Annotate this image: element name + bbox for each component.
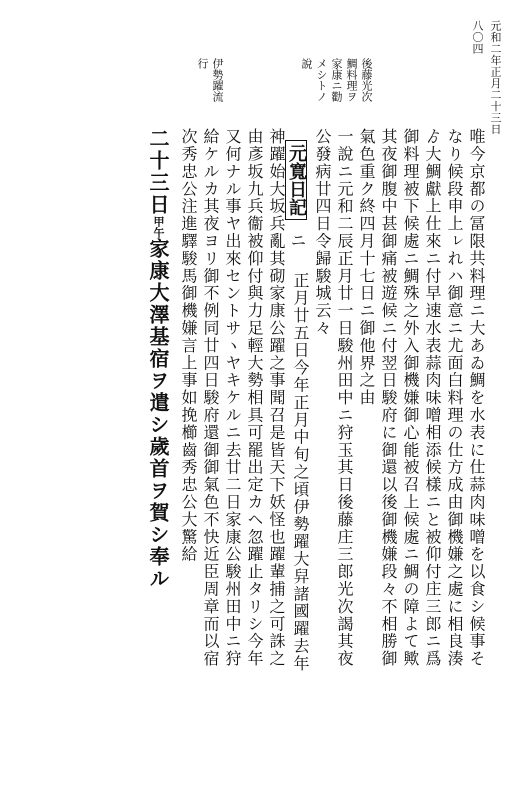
body-line-1: 唯今京都の冨限共料理ニ大あゐ鯛を水表に仕蒜肉味噌を以食シ候事そ [467,128,486,668]
section-line-6: 次秀忠公注進驛駿馬御機嫌言上事如挽櫛齒秀忠公大驚給 [179,128,198,563]
entry-day: 二十三日 [146,128,170,216]
note-a-line: メシトノ [315,58,328,102]
note-b-line: 行 [196,58,209,69]
note-a-line: 鯛料理ヲ [345,58,358,102]
page-number: 八〇四 [471,20,484,55]
section-line-4: 又何ナル事ヤ出來セントサヽヤキケルニ去廿二日家康公駿州田中ニ狩 [223,128,242,668]
section-marker: ニ [288,232,307,250]
body-line-3: ゟ大鯛獻上仕來ニ付早速水表蒜肉味噌相添候樣ニと被仰付庄三郎ニ爲 [423,128,442,668]
entry-line [148,128,168,728]
body-line-7: 一說ニ元和二辰正月廿一日駿州田中ニ狩玉其日後藤庄三郎光次謁其夜 [335,128,354,668]
body-line-4: 御料理被下候處ニ鯛殊之外入御機嫌御心能被召上候處ニ鯛の障よて歟 [401,128,420,668]
running-head: 元和二年正月二十三日 [489,20,502,135]
note-a-line: 說 [300,58,313,69]
section-line-1: 正月廿五日今年正月中旬之頃伊勢躍大舁諸國躍去年 [291,272,310,673]
note-a-line: 家康ニ勸 [330,58,343,102]
body-line-5: 其夜御腹中甚御痛被遊候ニ付翌日駿府に御還以後御機嫌段々不相勝御 [379,128,398,668]
section-line-3: 由彥坂九兵衞被仰付與力足輕大勢相具可罷出定カヘ忽躍止タリシ今年 [245,128,264,668]
body-line-6: 氣色重ク終四月十七日ニ御他界之由 [357,128,376,407]
note-b-line: 伊勢躍流 [211,58,224,102]
note-a [300,58,373,102]
section-line-5: 給ケルカ其夜ヨリ御不例同廿四日駿府還御御氣色不快近臣周章而以宿 [201,128,220,668]
entry-text: 家康大澤基宿ヲ遣シ歲首ヲ賀シ奉ル [146,238,170,590]
section-line-2: 神躍始大坂兵亂其砌家康公躍之事聞召是皆天下妖怪也躍輩捕之可誅之 [267,128,286,668]
note-a-line: 後藤光次 [360,58,373,102]
body-line-8: 公發病廿四日令歸駿城云々 [313,128,332,337]
note-b [196,58,224,102]
section-heading [285,140,307,220]
section-title: 元寬日記 [285,140,307,220]
body-line-2: なり候段申上ㇾれハ御意ニ尤面白料理の仕方成由御機嫌之處に相良湊 [445,128,464,668]
entry-kanshi: 甲午 [152,216,165,238]
